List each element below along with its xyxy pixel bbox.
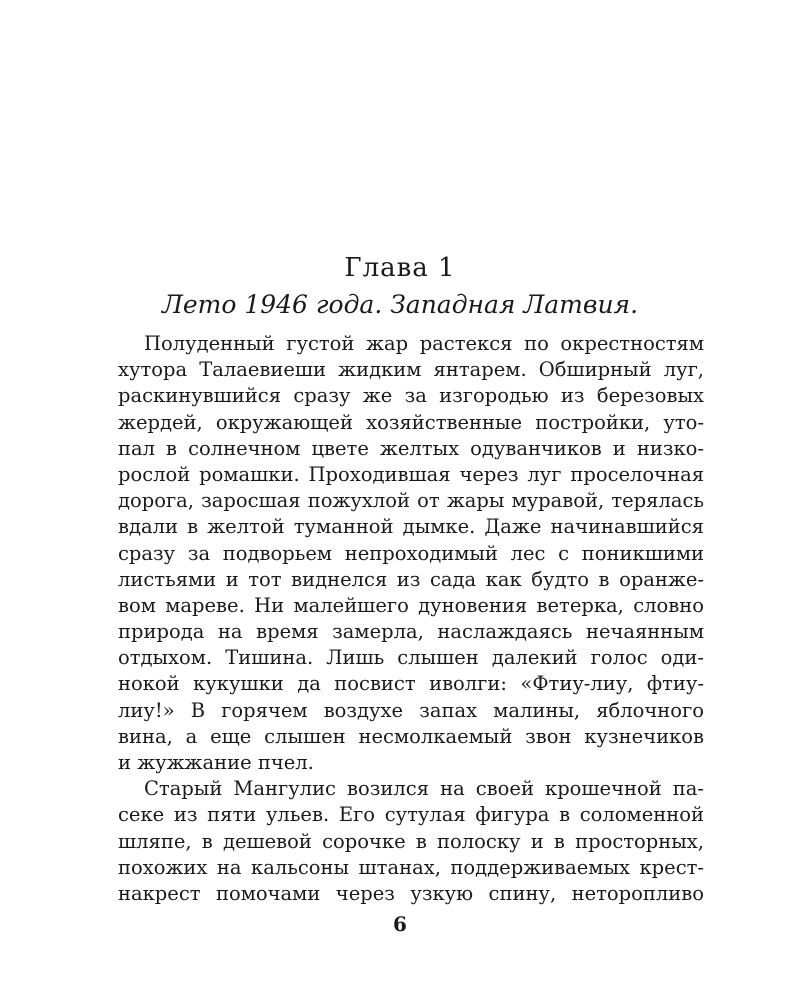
text-line: вом мареве. Ни малейшего дуновения ветерка, словно — [118, 593, 704, 617]
text-line: листьями и тот виднелся из сада как будто в оранже- — [118, 567, 704, 591]
text-line: раскинувшийся сразу же за изгородью из березовых — [118, 384, 704, 408]
text-line: рослой ромашки. Проходившая через луг проселочная — [118, 462, 704, 486]
text-line: хутора Талаевиеши жидким янтарем. Обширный луг, — [118, 358, 704, 382]
text-line: природа на время замерла, наслаждаясь нечаянным — [118, 620, 704, 644]
text-line: Полуденный густой жар растекся по окрестностям — [144, 332, 704, 355]
paragraph — [118, 776, 704, 907]
chapter-subtitle: Лето 1946 года. Западная Латвия. — [161, 290, 639, 319]
text-line: нокой кукушки да посвист иволги: «Фтиу-лиу, фтиу- — [118, 672, 704, 696]
text-line: вдали в желтой туманной дымке. Даже начинавшийся — [118, 515, 704, 539]
body-text — [118, 331, 704, 907]
text-line: накрест помочами через узкую спину, неторопливо — [118, 881, 704, 905]
page-number: 6 — [393, 912, 407, 936]
text-line: Старый Мангулис возился на своей крошечной па- — [144, 777, 704, 801]
paragraph — [118, 331, 704, 776]
text-line: пал в солнечном цвете желтых одуванчиков и низко- — [118, 436, 704, 460]
text-line: лиу!» В горячем воздухе запах малины, яблочного — [118, 698, 704, 722]
text-line: шляпе, в дешевой сорочке в полоску и в просторных, — [118, 829, 704, 853]
text-line: отдыхом. Тишина. Лишь слышен далекий голос оди- — [118, 646, 704, 670]
text-line: сразу за подворьем непроходимый лес с поникшими — [118, 541, 704, 565]
text-line: дорога, заросшая пожухлой от жары муравой, терялась — [118, 489, 704, 513]
chapter-title: Глава 1 — [344, 253, 456, 283]
text-line: похожих на кальсоны штанах, поддерживаемых крест- — [118, 855, 704, 879]
text-line: секе из пяти ульев. Его сутулая фигура в соломенной — [118, 803, 704, 827]
text-line: вина, а еще слышен несмолкаемый звон кузнечиков — [118, 724, 704, 748]
text-line: и жужжание пчел. — [118, 751, 314, 774]
text-line: жердей, окружающей хозяйственные постройки, уто- — [118, 410, 704, 434]
